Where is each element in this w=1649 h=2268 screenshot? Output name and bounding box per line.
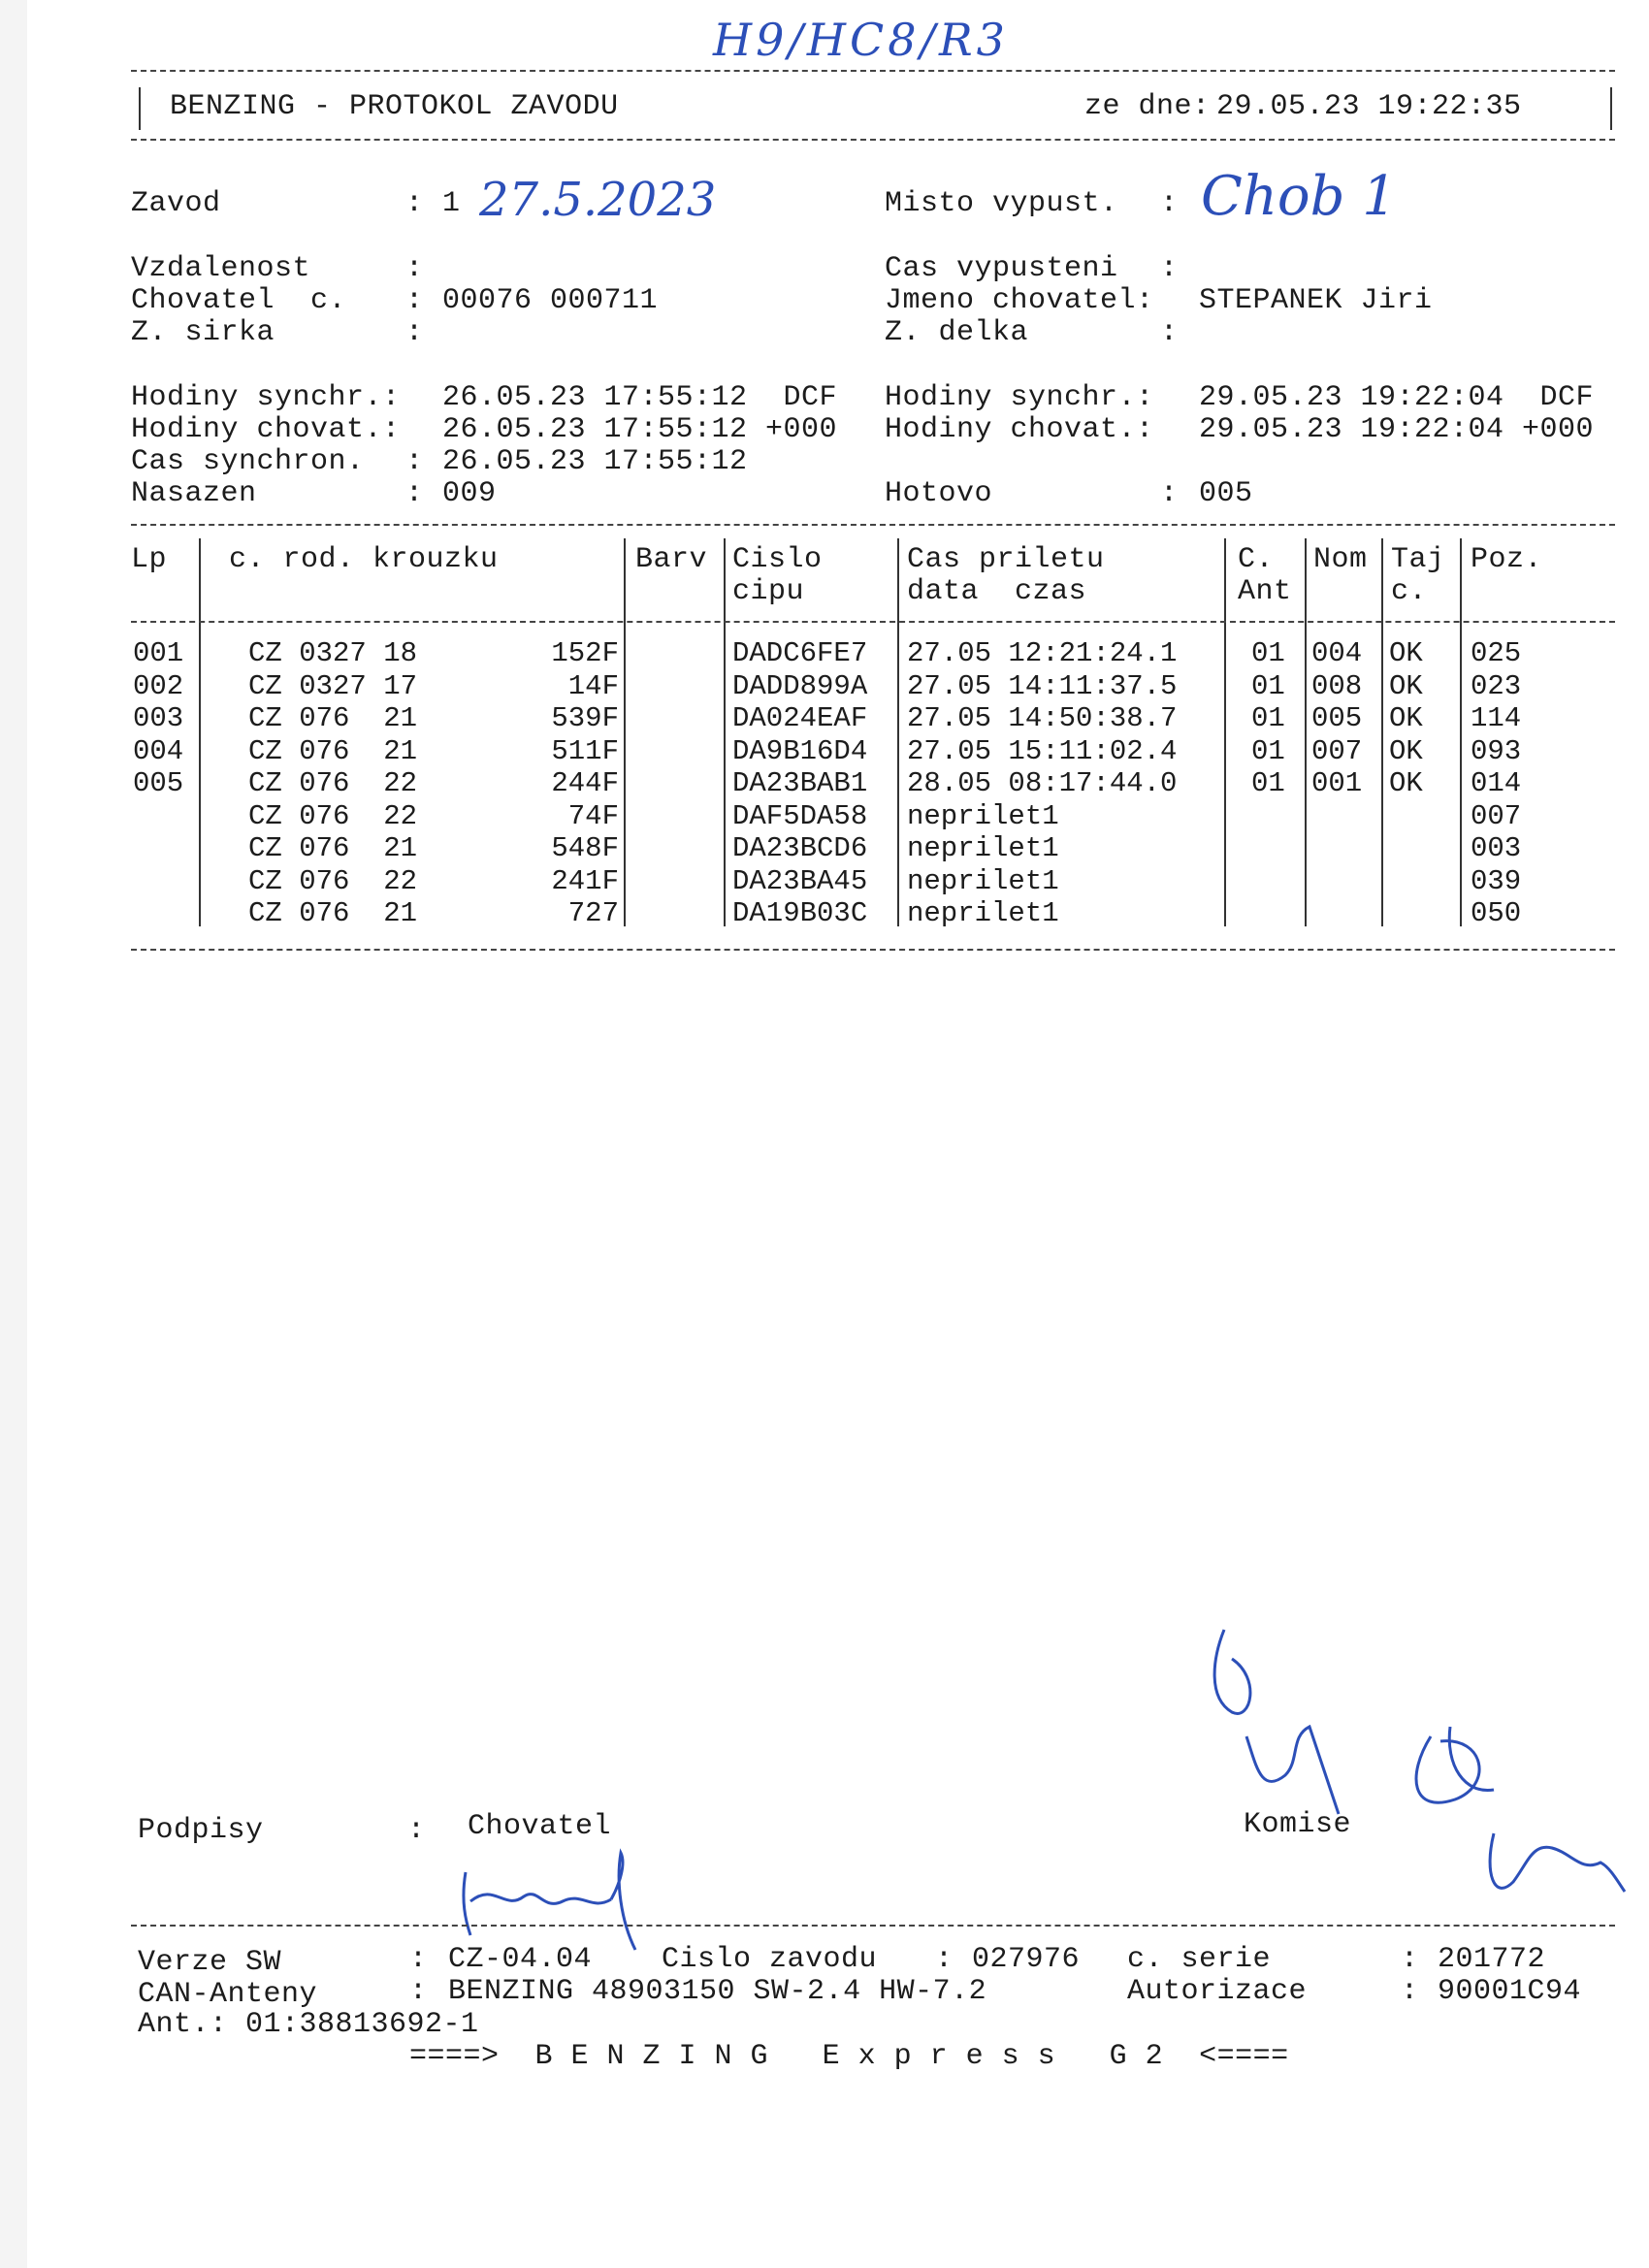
jmeno-chovatel-value: STEPANEK Jiri — [1199, 284, 1433, 317]
cell-poz: 025 — [1471, 637, 1522, 669]
table-row — [0, 897, 1649, 929]
colon: : — [405, 252, 424, 285]
table-row — [0, 670, 1649, 702]
cell-taj: OK — [1389, 734, 1423, 767]
cell-nom: 004 — [1311, 637, 1363, 669]
colon: : — [405, 445, 424, 478]
header-barv: Barv — [635, 543, 708, 576]
misto-handwritten: Chob 1 — [1201, 165, 1397, 228]
autorizace-value: 90001C94 — [1438, 1975, 1582, 2008]
cell-nom: 008 — [1311, 669, 1363, 702]
hodiny-synchr-left: 26.05.23 17:55:12 DCF — [442, 381, 838, 414]
scan-edge-shadow — [0, 0, 27, 2268]
cell-chip: DAF5DA58 — [732, 799, 868, 832]
can-anteny-label: CAN-Anteny — [138, 1978, 318, 2011]
cell-ring: CZ 076 22 — [248, 799, 418, 832]
podpisy-label: Podpisy — [138, 1814, 264, 1847]
chovatel-signature-label: Chovatel — [468, 1810, 612, 1843]
cell-ring: CZ 0327 18 — [248, 637, 418, 669]
cell-taj: OK — [1389, 669, 1423, 702]
cislo-zavodu-value: 027976 — [972, 1943, 1081, 1976]
table-row — [0, 735, 1649, 767]
hodiny-synchr-right: 29.05.23 19:22:04 DCF — [1199, 381, 1595, 414]
misto-label: Misto vypust. — [885, 187, 1118, 220]
zavod-handwritten-date: 27.5.2023 — [479, 173, 717, 227]
zavod-value: 1 — [442, 187, 461, 220]
header-lp: Lp — [131, 543, 168, 576]
cell-num: 74F — [567, 799, 619, 832]
cell-poz: 007 — [1471, 799, 1522, 832]
header-data-czas: data czas — [907, 575, 1087, 608]
cell-num: 511F — [551, 734, 619, 767]
colon: : — [1160, 187, 1179, 220]
table-row — [0, 637, 1649, 669]
header-cipu: cipu — [732, 575, 805, 608]
cell-time: neprilet1 — [907, 897, 1059, 929]
table-row — [0, 865, 1649, 897]
cell-poz: 039 — [1471, 864, 1522, 897]
cell-num: 539F — [551, 702, 619, 734]
cell-lp: 003 — [133, 702, 184, 734]
cell-nom: 001 — [1311, 767, 1363, 799]
cell-chip: DADD899A — [732, 669, 868, 702]
cell-time: neprilet1 — [907, 864, 1059, 897]
table-row — [0, 702, 1649, 734]
cell-time: neprilet1 — [907, 832, 1059, 864]
cell-ring: CZ 076 22 — [248, 767, 418, 799]
header-taj-c: c. — [1391, 575, 1428, 608]
hodiny-chovat-left: 26.05.23 17:55:12 +000 — [442, 413, 838, 446]
cell-ring: CZ 076 22 — [248, 864, 418, 897]
hodiny-synchr-label: Hodiny synchr.: — [131, 381, 401, 414]
z-sirka-label: Z. sirka — [131, 316, 275, 349]
cell-lp: 005 — [133, 767, 184, 799]
cell-time: 27.05 14:11:37.5 — [907, 669, 1178, 702]
header-poz: Poz. — [1471, 543, 1543, 576]
cell-poz: 003 — [1471, 832, 1522, 864]
handwritten-top-code: H9/HC8/R3 — [713, 14, 1009, 66]
chovatel-c-label: Chovatel c. — [131, 284, 347, 317]
table-header-border — [131, 621, 1615, 623]
zavod-label: Zavod — [131, 187, 221, 220]
hodiny-chovat-label-right: Hodiny chovat.: — [885, 413, 1154, 446]
header-ant: Ant — [1238, 575, 1292, 608]
cell-poz: 014 — [1471, 767, 1522, 799]
cell-chip: DA024EAF — [732, 702, 868, 734]
cas-synchron-value: 26.05.23 17:55:12 — [442, 445, 748, 478]
cell-chip: DA23BAB1 — [732, 767, 868, 799]
serie-value: 201772 — [1438, 1943, 1546, 1976]
cell-chip: DA19B03C — [732, 897, 868, 929]
cell-poz: 114 — [1471, 702, 1522, 734]
colon: : — [407, 1814, 426, 1847]
hotovo-value: 005 — [1199, 477, 1253, 510]
colon: : — [405, 316, 424, 349]
colon: : — [1160, 252, 1179, 285]
chovatel-c-value: 00076 000711 — [442, 284, 659, 317]
cell-taj: OK — [1389, 637, 1423, 669]
table-row — [0, 832, 1649, 864]
cell-num: 152F — [551, 637, 619, 669]
cell-num: 727 — [567, 897, 619, 929]
cell-chip: DA23BCD6 — [732, 832, 868, 864]
document-title: BENZING - PROTOKOL ZAVODU — [170, 90, 619, 123]
hodiny-chovat-label: Hodiny chovat.: — [131, 413, 401, 446]
komise-signature-label: Komise — [1244, 1808, 1352, 1841]
z-delka-label: Z. delka — [885, 316, 1029, 349]
komise-signatures — [1203, 1620, 1630, 1911]
header-c: C. — [1238, 543, 1275, 576]
nasazen-value: 009 — [442, 477, 497, 510]
cell-time: 27.05 15:11:02.4 — [907, 734, 1178, 767]
verze-sw-label: Verze SW — [138, 1946, 282, 1979]
footer-separator — [131, 1925, 1615, 1927]
cell-ring: CZ 076 21 — [248, 832, 418, 864]
autorizace-label: Autorizace — [1127, 1975, 1308, 2008]
cell-poz: 093 — [1471, 734, 1522, 767]
cas-synchron-label: Cas synchron. — [131, 445, 365, 478]
colon: : — [1401, 1943, 1419, 1976]
colon: : — [409, 1975, 428, 2008]
header-cas-priletu: Cas priletu — [907, 543, 1105, 576]
cell-ant: 01 — [1251, 767, 1285, 799]
cell-chip: DA23BA45 — [732, 864, 868, 897]
cell-ant: 01 — [1251, 669, 1285, 702]
header-right-border — [1610, 87, 1612, 130]
cell-taj: OK — [1389, 767, 1423, 799]
cell-nom: 005 — [1311, 702, 1363, 734]
cell-poz: 023 — [1471, 669, 1522, 702]
cell-num: 244F — [551, 767, 619, 799]
cell-time: neprilet1 — [907, 799, 1059, 832]
cas-vypusteni-label: Cas vypusteni — [885, 252, 1118, 285]
cell-nom: 007 — [1311, 734, 1363, 767]
colon: : — [409, 1943, 428, 1976]
can-anteny-value: BENZING 48903150 SW-2.4 HW-7.2 — [448, 1975, 987, 2008]
colon: : — [1401, 1975, 1419, 2008]
cell-time: 27.05 12:21:24.1 — [907, 637, 1178, 669]
cell-poz: 050 — [1471, 897, 1522, 929]
header-date-label: ze dne: — [1084, 90, 1211, 123]
header-ring: c. rod. krouzku — [229, 543, 499, 576]
benzing-banner: ====> B E N Z I N G E x p r e s s G 2 <==== — [409, 2040, 1289, 2073]
cell-chip: DADC6FE7 — [732, 637, 868, 669]
vzdalenost-label: Vzdalenost — [131, 252, 311, 285]
cell-ring: CZ 076 21 — [248, 734, 418, 767]
table-row — [0, 800, 1649, 832]
cell-ring: CZ 076 21 — [248, 702, 418, 734]
cell-lp: 001 — [133, 637, 184, 669]
cell-ring: CZ 076 21 — [248, 897, 418, 929]
colon: : — [405, 477, 424, 510]
header-top-border — [131, 70, 1615, 72]
header-taj: Taj — [1391, 543, 1445, 576]
verze-sw-value: CZ-04.04 — [448, 1943, 593, 1976]
hodiny-chovat-right: 29.05.23 19:22:04 +000 — [1199, 413, 1595, 446]
header-bottom-border — [131, 139, 1615, 141]
jmeno-chovatel-label: Jmeno chovatel: — [885, 284, 1154, 317]
colon: : — [1160, 316, 1179, 349]
cell-lp: 002 — [133, 669, 184, 702]
header-cislo: Cislo — [732, 543, 823, 576]
colon: : — [935, 1943, 954, 1976]
cislo-zavodu-label: Cislo zavodu — [662, 1943, 878, 1976]
hotovo-label: Hotovo — [885, 477, 993, 510]
nasazen-label: Nasazen — [131, 477, 257, 510]
header-date-value: 29.05.23 19:22:35 — [1216, 90, 1522, 123]
table-row — [0, 767, 1649, 799]
cell-num: 14F — [567, 669, 619, 702]
cell-ant: 01 — [1251, 702, 1285, 734]
chovatel-signature — [427, 1843, 660, 1960]
header-nom: Nom — [1313, 543, 1368, 576]
cell-time: 28.05 08:17:44.0 — [907, 767, 1178, 799]
cell-lp: 004 — [133, 734, 184, 767]
cell-num: 241F — [551, 864, 619, 897]
cell-ring: CZ 0327 17 — [248, 669, 418, 702]
colon: : — [405, 284, 424, 317]
colon: : — [1160, 477, 1179, 510]
colon: : — [405, 187, 424, 220]
cell-ant: 01 — [1251, 734, 1285, 767]
table-bottom-border — [131, 949, 1615, 951]
cell-chip: DA9B16D4 — [732, 734, 868, 767]
cell-time: 27.05 14:50:38.7 — [907, 702, 1178, 734]
hodiny-synchr-label-right: Hodiny synchr.: — [885, 381, 1154, 414]
table-top-border — [131, 524, 1615, 526]
cell-num: 548F — [551, 832, 619, 864]
cell-taj: OK — [1389, 702, 1423, 734]
ant-line: Ant.: 01:38813692-1 — [138, 2008, 479, 2041]
header-left-border — [139, 87, 141, 130]
serie-label: c. serie — [1127, 1943, 1272, 1976]
cell-ant: 01 — [1251, 637, 1285, 669]
